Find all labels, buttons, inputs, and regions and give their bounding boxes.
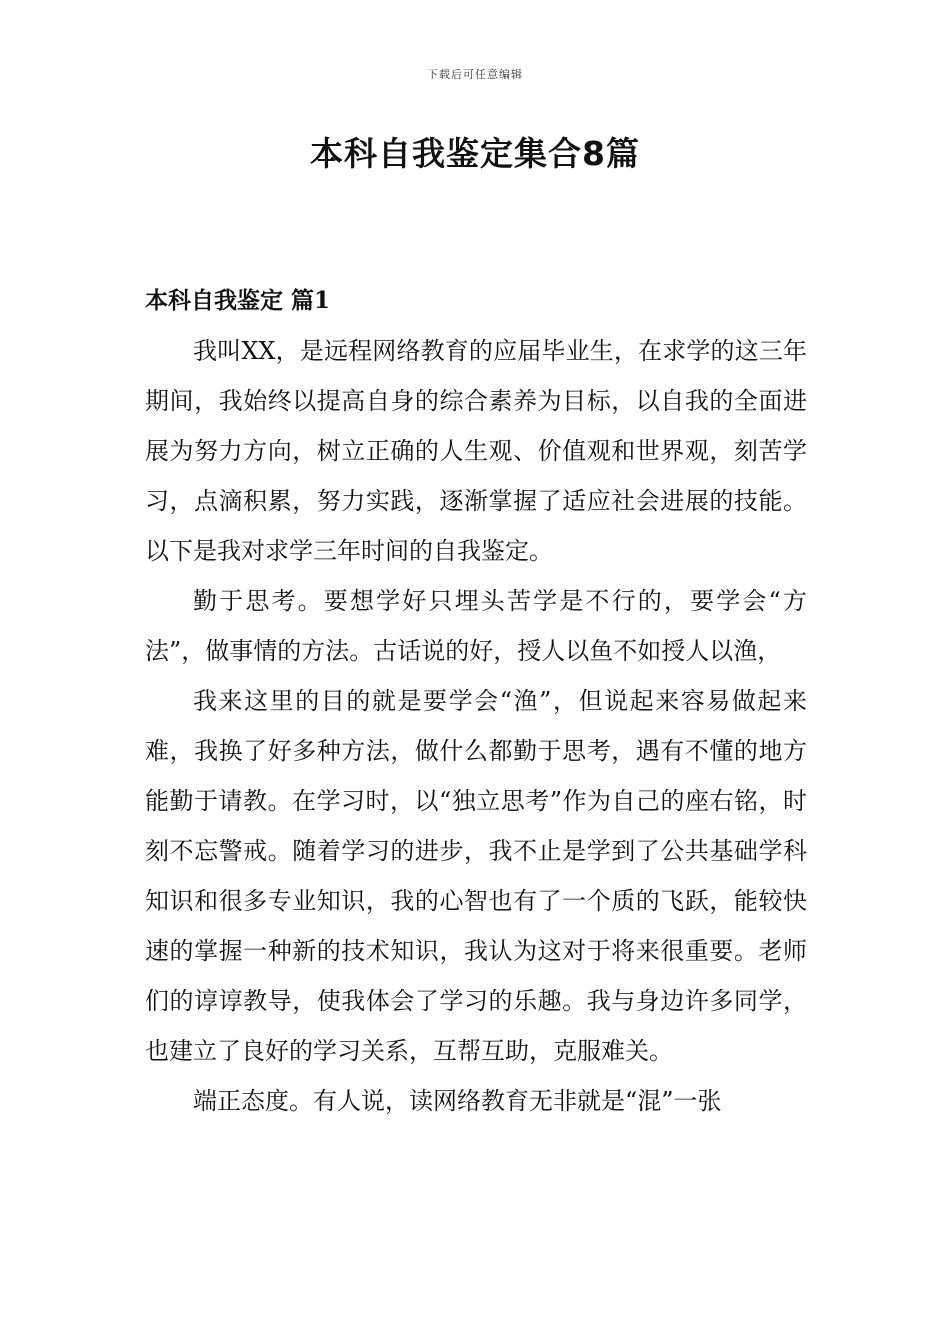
header-note: 下载后可任意编辑 [427,68,523,81]
paragraph: 我叫XX，是远程网络教育的应届毕业生，在求学的这三年期间，我始终以提高自身的综合素养为目标，以自我的全面进展为努力方向，树立正确的人生观、价值观和世界观，刻苦学习，点滴积累，努力实践，逐渐掌握了适应社会进展的技能。以下是我对求学三年时间的自我鉴定。 [145,337,807,565]
section-heading: 本科自我鉴定 篇1 [145,287,331,314]
paragraph: 端正态度。有人说，读网络教育无非就是“混”一张 [193,1087,722,1115]
paragraph: 勤于思考。要想学好只埋头苦学是不行的，要学会“方法”，做事情的方法。古话说的好，授人以鱼不如授人以渔， [145,587,807,665]
paragraph: 我来这里的目的就是要学会“渔”，但说起来容易做起来难，我换了好多种方法，做什么都勤于思考，遇有不懂的地方能勤于请教。在学习时，以“独立思考”作为自己的座右铭，时刻不忘警戒。随着学习的进步，我不止是学到了公共基础学科知识和很多专业知识，我的心智也有了一个质的飞跃，能较快速的掌握一种新的技术知识，我认为这对于将来很重要。老师们的谆谆教导，使我体会了学习的乐趣。我与身边许多同学，也建立了良好的学习关系，互帮互助，克服难关。 [145,687,807,1065]
document-body [145,326,807,1126]
document-title: 本科自我鉴定集合8篇 [310,134,640,173]
